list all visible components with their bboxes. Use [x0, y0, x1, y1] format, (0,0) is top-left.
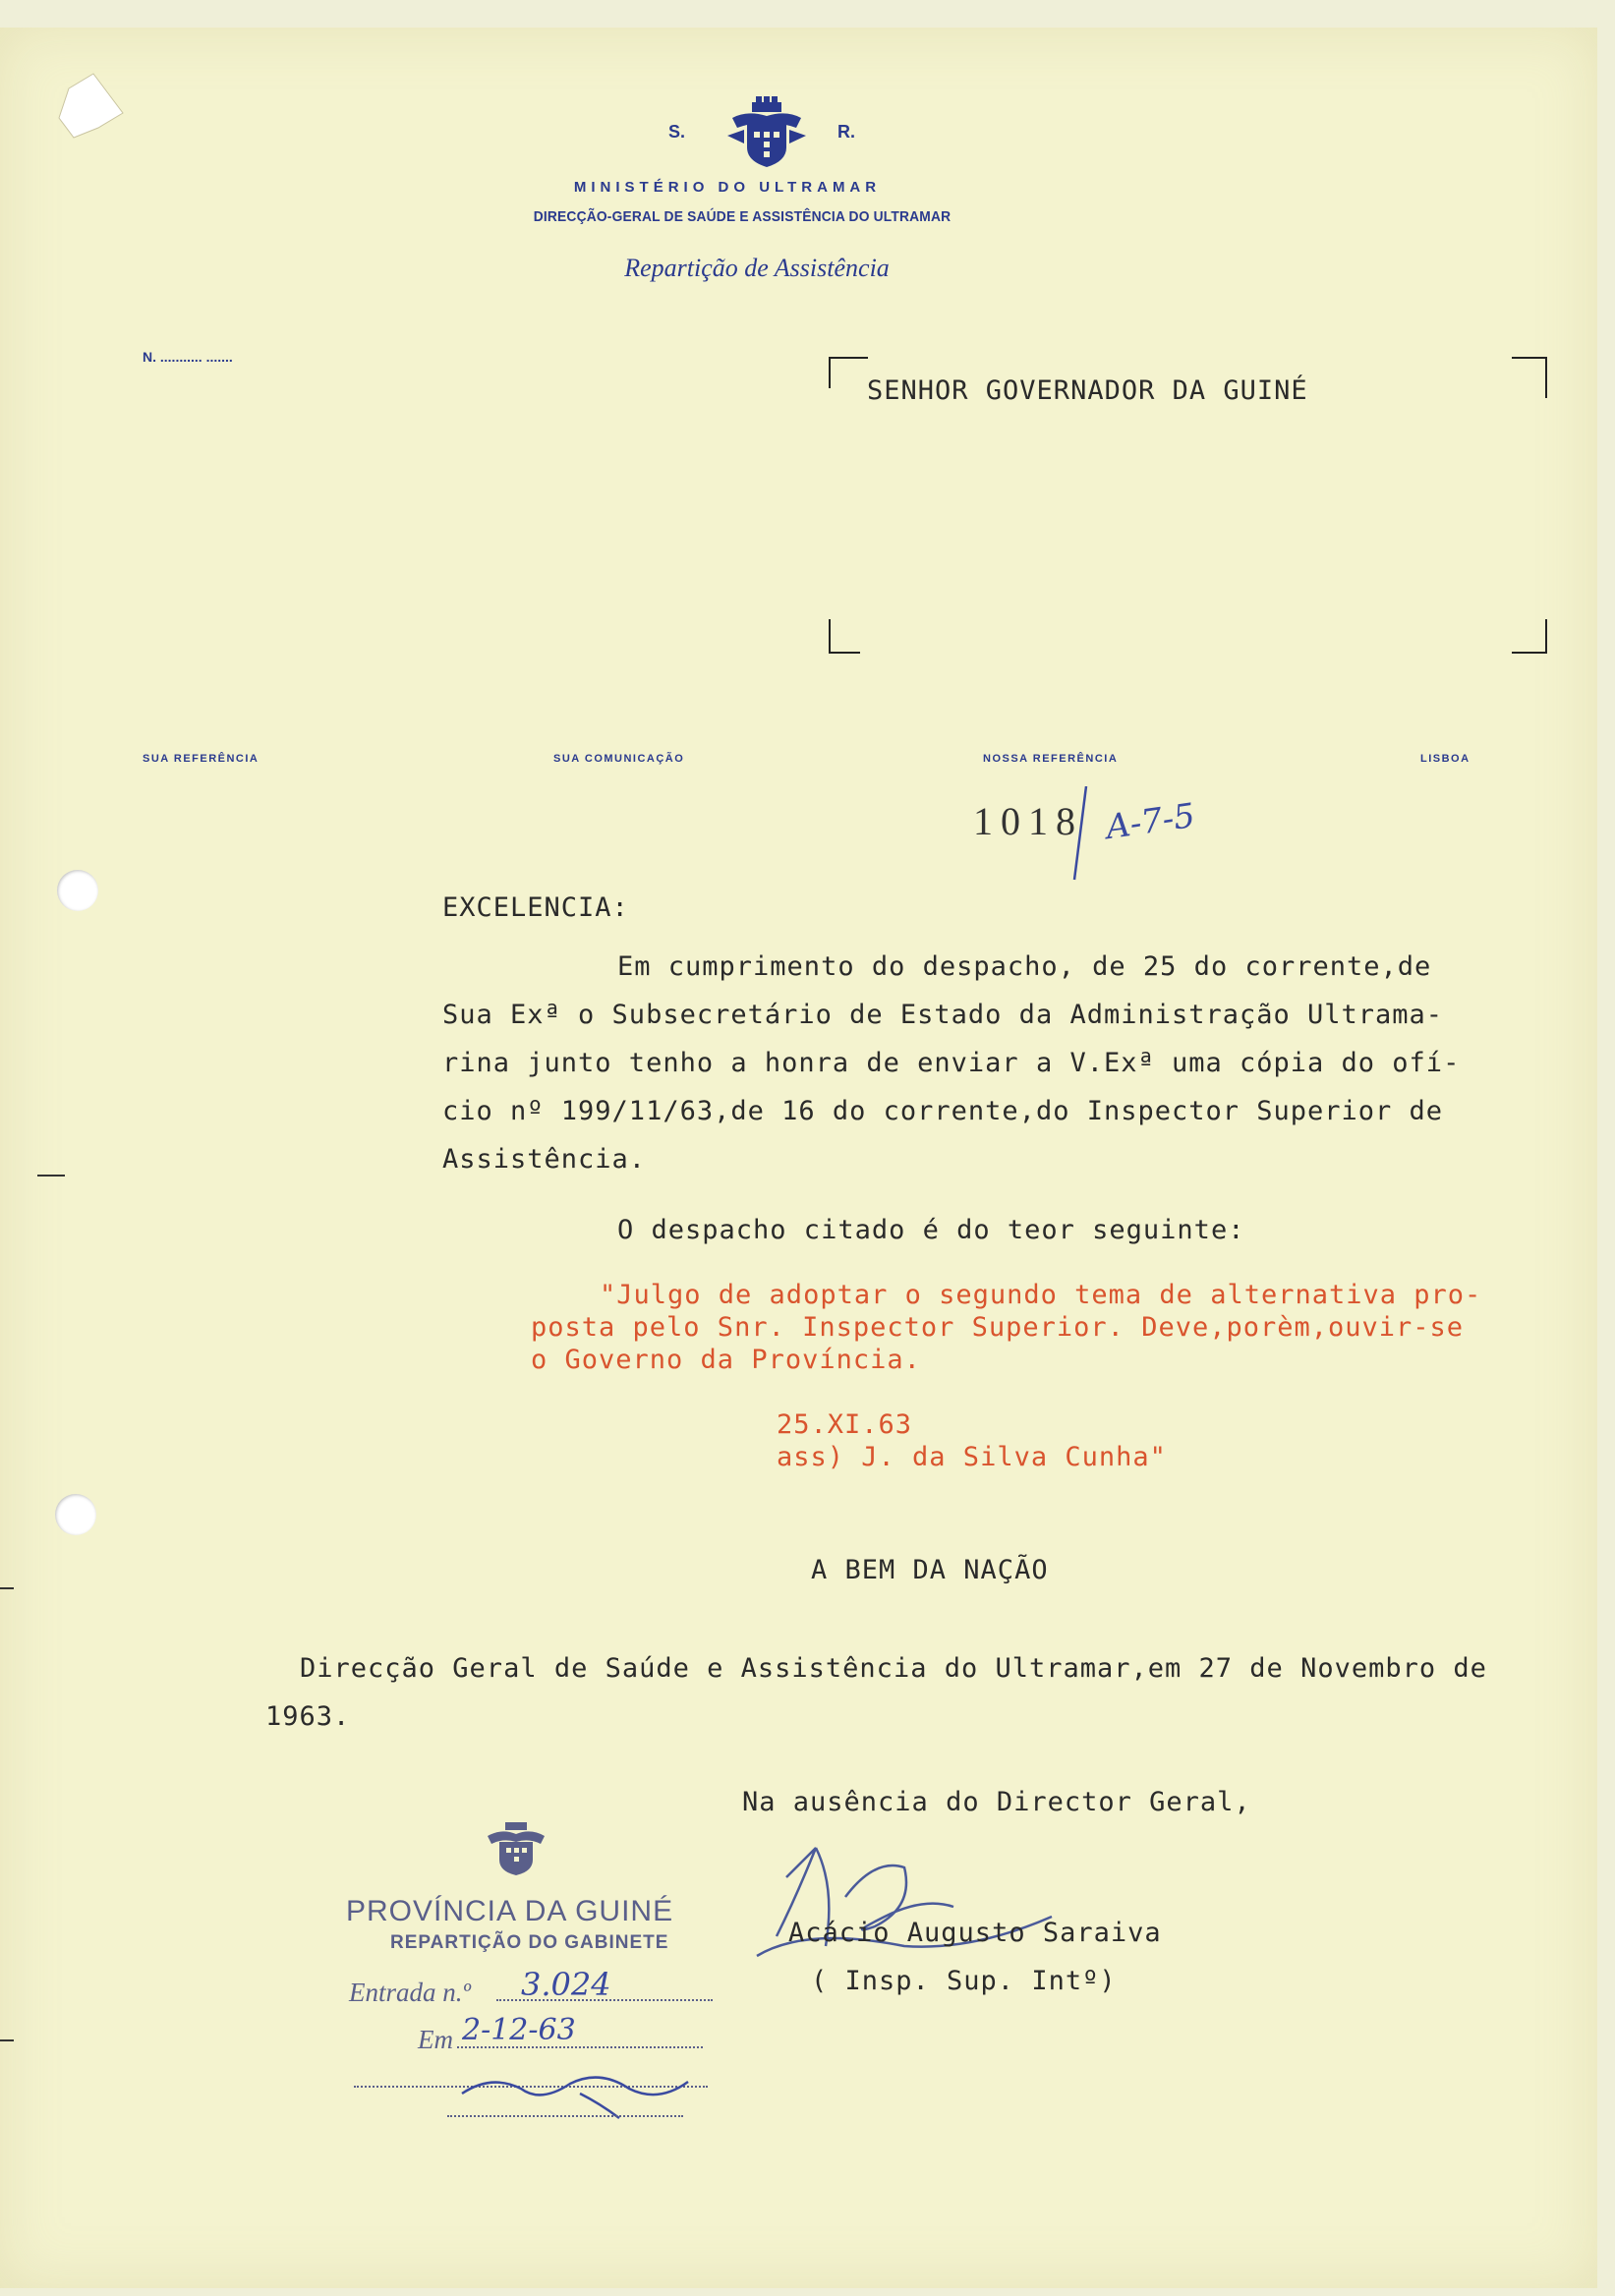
body-line-2: Sua Exª o Subsecretário de Estado da Administração Ultrama- — [442, 1000, 1444, 1030]
quote-line-3: o Governo da Província. — [531, 1345, 921, 1375]
ministry-title: MINISTÉRIO DO ULTRAMAR — [573, 179, 882, 196]
quote-date: 25.XI.63 — [777, 1409, 913, 1440]
address-window-corner-br — [1512, 619, 1547, 654]
stamp-bottom-line — [447, 2115, 683, 2117]
salutation: EXCELENCIA: — [442, 892, 629, 923]
quote-line-1: "Julgo de adoptar o segundo tema de alternativa pro- — [600, 1280, 1482, 1310]
letterhead-s: S. — [668, 122, 686, 142]
body-line-5: Assistência. — [442, 1144, 647, 1175]
label-sua-comunicacao: SUA COMUNICAÇÃO — [553, 753, 685, 765]
stamp-date-label: Em — [418, 2025, 453, 2054]
stamp-office: REPARTIÇÃO DO GABINETE — [390, 1932, 669, 1953]
label-sua-referencia: SUA REFERÊNCIA — [143, 753, 260, 765]
reference-number-field: N. ........... ....... — [143, 349, 233, 365]
punch-hole-top — [57, 870, 98, 911]
fold-mark — [37, 1175, 65, 1177]
label-nossa-referencia: NOSSA REFERÊNCIA — [983, 753, 1119, 765]
address-window-corner-tl — [829, 357, 868, 388]
coat-of-arms-emblem — [722, 96, 811, 175]
quote-line-2: posta pelo Snr. Inspector Superior. Deve,porèm,ouvir-se — [531, 1312, 1465, 1343]
body-line-1: Em cumprimento do despacho, de 25 do corrente,de — [617, 951, 1432, 982]
directorate-title: DIRECÇÃO-GERAL DE SAÚDE E ASSISTÊNCIA DO ULTRAMAR — [533, 208, 952, 225]
letterhead-r: R. — [837, 122, 855, 142]
signatory-title: ( Insp. Sup. Intº) — [811, 1966, 1117, 1996]
label-lisboa: LISBOA — [1420, 753, 1471, 765]
handwritten-ref-text: A-7-5 — [1103, 795, 1198, 848]
punch-hole-bottom — [55, 1494, 96, 1535]
edge-mark — [0, 2039, 14, 2041]
place-date-line-2: 1963. — [265, 1701, 351, 1732]
address-window-corner-tr — [1512, 357, 1547, 398]
body-line-3: rina junto tenho a honra de enviar a V.Exª uma cópia do ofí- — [442, 1048, 1461, 1078]
stamp-province: PROVÍNCIA DA GUINÉ — [346, 1895, 674, 1927]
absence-line: Na ausência do Director Geral, — [742, 1787, 1251, 1817]
stamp-entry-label: Entrada n.º — [349, 1978, 471, 2007]
quote-signature: ass) J. da Silva Cunha" — [777, 1442, 1167, 1472]
stamp-date-value: 2-12-63 — [462, 2013, 576, 2047]
closing-formula: A BEM DA NAÇÃO — [811, 1555, 1049, 1585]
handwritten-signature — [727, 1838, 1081, 1985]
signatory-name: Acácio Augusto Saraiva — [788, 1918, 1162, 1948]
addressee: SENHOR GOVERNADOR DA GUINÉ — [867, 375, 1308, 406]
stamp-initials — [433, 2044, 718, 2123]
address-window-corner-bl — [829, 619, 860, 654]
quote-intro: O despacho citado é do teor seguinte: — [617, 1215, 1245, 1245]
stamp-emblem — [482, 1818, 550, 1879]
place-date-line-1: Direcção Geral de Saúde e Assistência do Ultramar,em 27 de Novembro de — [300, 1653, 1487, 1684]
our-reference-number: 1018 — [973, 799, 1083, 843]
torn-corner — [39, 59, 128, 147]
department-title: Repartição de Assistência — [624, 254, 890, 282]
edge-mark — [0, 1587, 14, 1589]
body-line-4: cio nº 199/11/63,de 16 do corrente,do Inspector Superior de — [442, 1096, 1444, 1126]
stamp-entry-number: 3.024 — [521, 1966, 611, 2003]
